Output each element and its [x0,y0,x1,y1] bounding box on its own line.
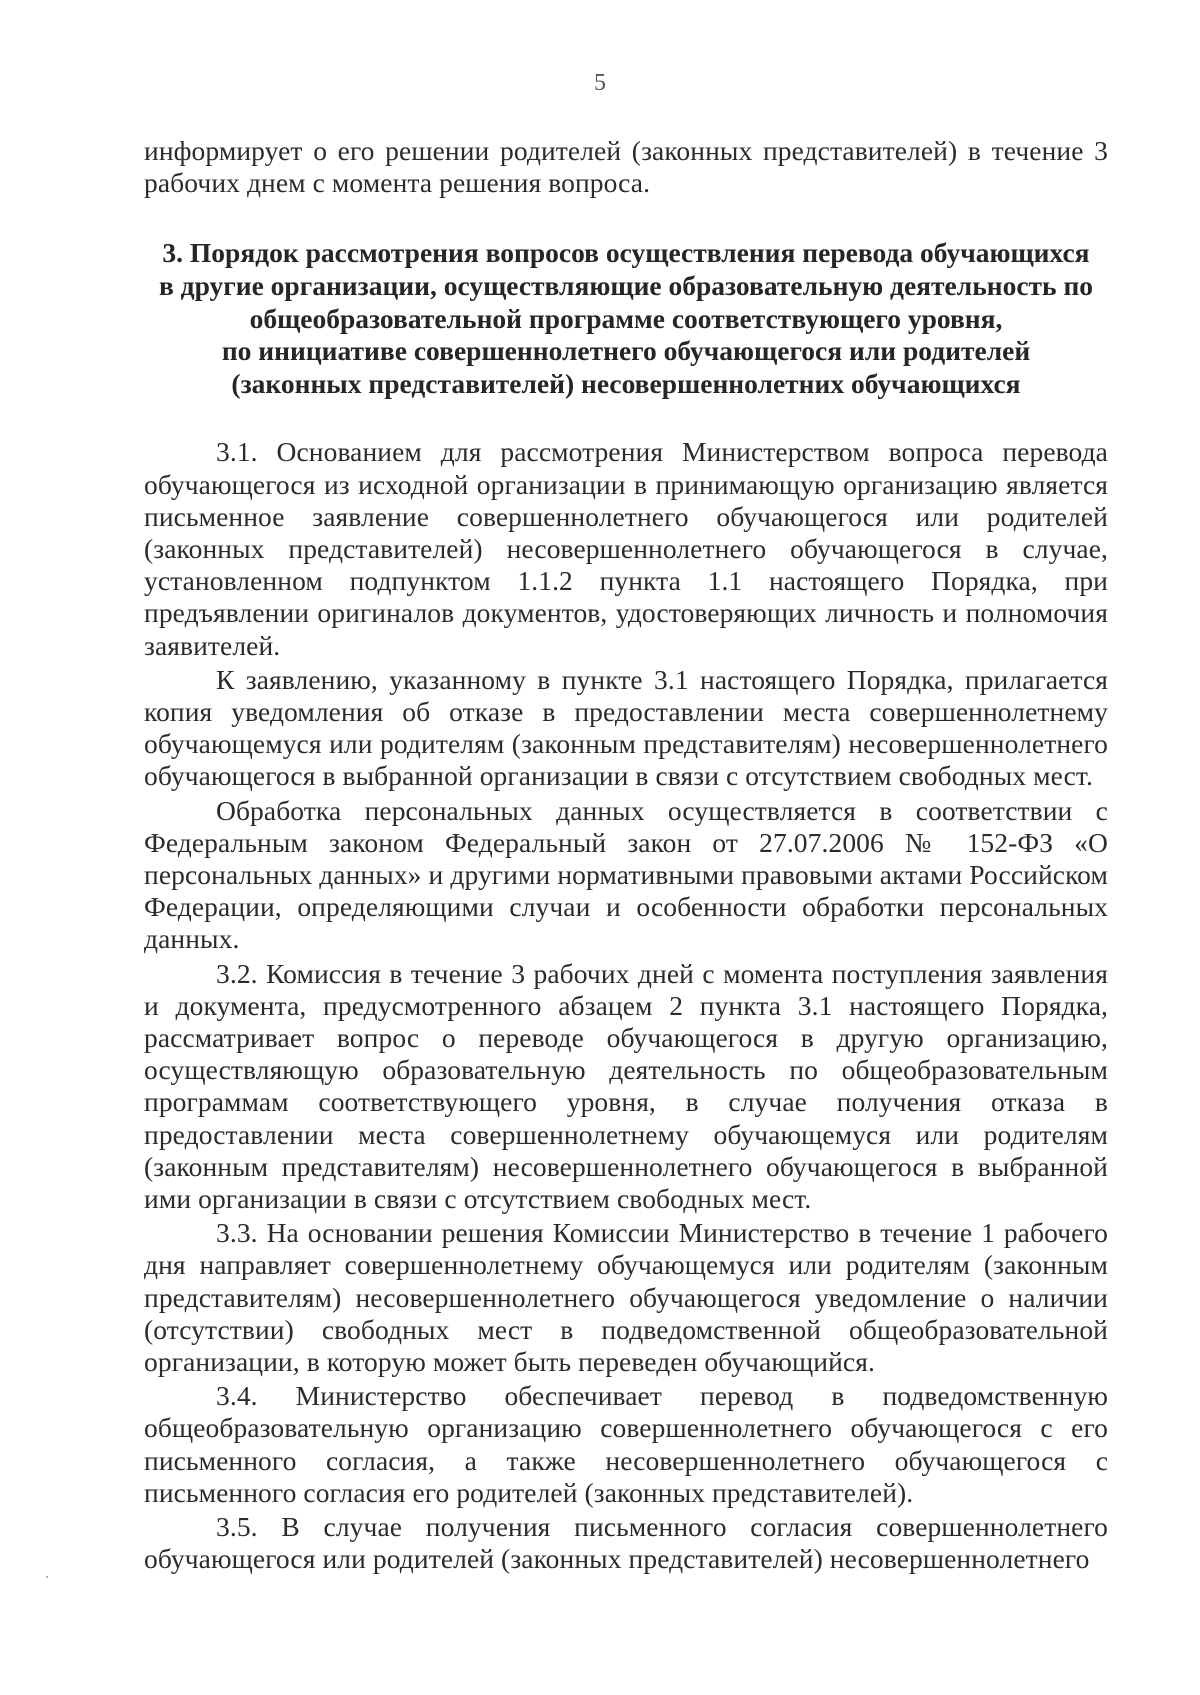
paragraph-attachment: К заявлению, указанному в пункте 3.1 настоящего Порядка, прилагается копия уведомления об отказе в предоставлении места совершеннолетнему обучающемуся или родителям (законным представителям) несовершеннолетнего обучающегося в выбранной организации в связи с отсутствием свободных мест. [144,663,1108,792]
section-heading-line: общеобразовательной программе соответствующего уровня, [249,302,1003,334]
paragraph-3-4: 3.4. Министерство обеспечивает перевод в подведомственную общеобразовательную организацию совершеннолетнего обучающегося с его письменного согласия, а также несовершеннолетнего обучающегося с письменного согласия его родителей (законных представителей). [144,1380,1108,1508]
paragraph-3-5: 3.5. В случае получения письменного согласия совершеннолетнего обучающегося или родителей (законных представителей) несовершеннолетнего [144,1511,1108,1575]
paragraph-3-2: 3.2. Комиссия в течение 3 рабочих дней с момента поступления заявления и документа, предусмотренного абзацем 2 пункта 3.1 настоящего Порядка, рассматривает вопрос о переводе обучающегося в другую организацию, осуществляющую образовательную деятельность по общеобразовательным программам соответствующего уровня, в случае получения отказа в предоставлении места совершеннолетнему обучающемуся или родителям (законным представителям) несовершеннолетнего обучающегося в выбранной ими организации в связи с отсутствием свободных мест. [144,957,1108,1215]
paragraph-3-3: 3.3. На основании решения Комиссии Министерство в течение 1 рабочего дня направляет совершеннолетнему обучающемуся или родителям (законным представителям) несовершеннолетнего обучающегося уведомление о наличии (отсутствии) свободных мест в подведомственной общеобразовательной организации, в которую может быть переведен обучающийся. [144,1217,1108,1378]
document-body [144,135,1108,1575]
section-heading [144,237,1108,400]
intro-paragraph: информирует о его решении родителей (законных представителей) в течение 3 рабочих днем с момента решения вопроса. [144,135,1108,199]
section-heading-line: 3. Порядок рассмотрения вопросов осуществления перевода обучающихся [162,237,1090,269]
page-number: 5 [594,70,606,96]
scan-speck [46,1576,48,1578]
section-heading-line: по инициативе совершеннолетнего обучающегося или родителей [221,335,1031,367]
paragraph-3-1: 3.1. Основанием для рассмотрения Министерством вопроса перевода обучающегося из исходной организации в принимающую организацию является письменное заявление совершеннолетнего обучающегося или родителей (законных представителей) несовершеннолетнего обучающегося в случае, установленном подпунктом 1.1.2 пункта 1.1 настоящего Порядка, при предъявлении оригиналов документов, удостоверяющих личность и полномочия заявителей. [144,436,1108,661]
paragraph-personal-data: Обработка персональных данных осуществляется в соответствии с Федеральным законом Федеральный закон от 27.07.2006 № 152-ФЗ «О персональных данных» и другими нормативными правовыми актами Российском Федерации, определяющими случаи и особенности обработки персональных данных. [144,794,1108,955]
section-heading-line: в другие организации, осуществляющие образовательную деятельность по [158,270,1094,301]
section-heading-line: (законных представителей) несовершеннолетних обучающихся [231,367,1021,399]
